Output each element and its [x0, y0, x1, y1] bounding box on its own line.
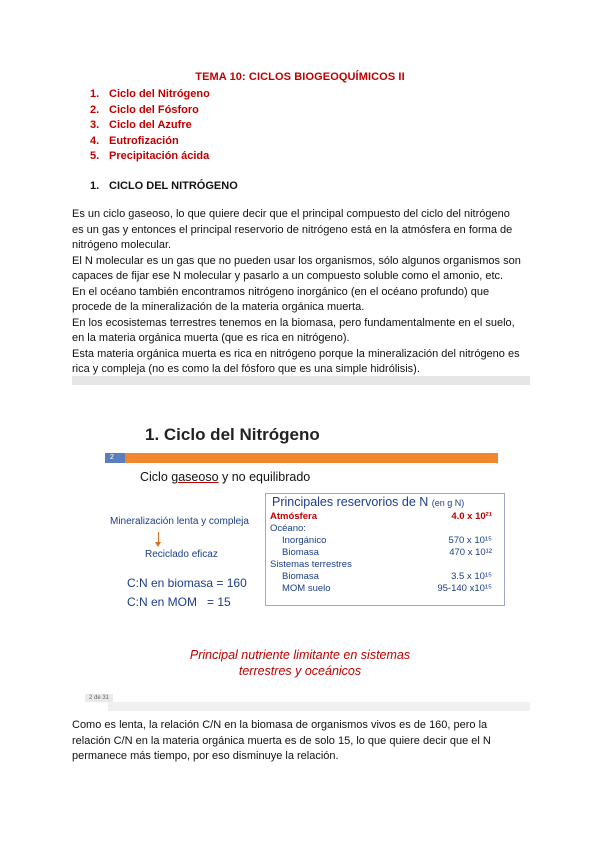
- slide-subtitle: Ciclo gaseoso y no equilibrado: [140, 470, 311, 484]
- text-line: En el océano también encontramos nitrógeno inorgánico (en el océano profundo) que: [72, 285, 490, 298]
- table-row: Biomasa 470 x 10¹²: [282, 547, 492, 558]
- recycling-note: Reciclado eficaz: [145, 549, 218, 560]
- arrowhead-icon: [155, 542, 161, 547]
- text-line: es un gas y entonces el principal reservorio de nitrógeno está en la atmósfera en forma de: [72, 223, 513, 236]
- text-line: Esta materia orgánica muerta es rica en nitrógeno porque la mineralización del nitrógeno es: [72, 347, 520, 360]
- reservoirs-table: [265, 493, 505, 606]
- limiting-nutrient-note-2: terrestres y oceánicos: [238, 664, 362, 678]
- text-line: relación C/N en la materia orgánica muerta es de solo 15, lo que quiere decir que el N: [72, 734, 491, 747]
- cn-mom: C:N en MOM = 15: [127, 595, 231, 609]
- page-indicator: 2 de 31: [85, 694, 113, 702]
- toc-item: 1. Ciclo del Nitrógeno: [90, 88, 210, 100]
- table-row: Sistemas terrestres: [270, 559, 352, 570]
- table-row: Océano:: [270, 523, 306, 534]
- document-title: TEMA 10: CICLOS BIOGEOQUÍMICOS II: [195, 71, 405, 83]
- text-line: El N molecular es un gas que no pueden usar los organismos, sólo algunos organismos son: [72, 254, 521, 267]
- text-line: Como es lenta, la relación C/N en la biomasa de organismos vivos es de 160, pero la: [72, 719, 488, 731]
- text-line: nitrógeno molecular.: [72, 239, 172, 251]
- toc-item: 2. Ciclo del Fósforo: [90, 103, 199, 116]
- embedded-slide: [100, 410, 500, 700]
- section-heading: 1. CICLO DEL NITRÓGENO: [90, 180, 238, 192]
- slide-header-bar: [105, 453, 498, 463]
- cn-biomass: C:N en biomasa = 160: [127, 576, 247, 590]
- limiting-nutrient-note: Principal nutriente limitante en sistemas: [189, 648, 411, 662]
- divider: [108, 702, 530, 711]
- intro-paragraph: [72, 207, 532, 378]
- table-row: Inorgánico 570 x 10¹⁵: [282, 535, 492, 546]
- divider: [72, 376, 530, 385]
- slide-number: 2: [110, 454, 114, 461]
- text-line: capaces de fijar ese N molecular y pasarlo a un compuesto soluble como el amonio, etc.: [72, 270, 504, 282]
- text-line: permanece más tiempo, por eso disminuye la relación.: [72, 750, 339, 762]
- text-line: Es un ciclo gaseoso, lo que quiere decir que el principal compuesto del ciclo del nitrógeno: [72, 208, 510, 220]
- table-row: MOM suelo 95-140 x10¹⁵: [282, 583, 492, 594]
- text-line: procede de la mineralización de la materia orgánica muerta.: [72, 301, 365, 313]
- table-of-contents: [90, 87, 210, 165]
- table-row: Biomasa 3.5 x 10¹⁵: [282, 571, 492, 582]
- slide-number-box: [105, 453, 125, 463]
- table-row: Atmósfera 4.0 x 10²¹: [270, 511, 492, 522]
- toc-item: 5. Precipitación ácida: [90, 150, 210, 163]
- toc-item: 3. Ciclo del Azufre: [90, 119, 192, 132]
- mineralization-note: Mineralización lenta y compleja: [110, 516, 249, 527]
- reservoirs-title: Principales reservorios de N (en g N): [272, 495, 465, 509]
- text-line: en la materia orgánica muerta (que es rica en nitrógeno).: [72, 332, 350, 344]
- slide-title: 1. Ciclo del Nitrógeno: [145, 425, 320, 444]
- text-line: rica y compleja (no es como la del fósforo que es una simple hidrólisis).: [72, 363, 420, 375]
- toc-item: 4. Eutrofización: [90, 134, 179, 147]
- text-line: En los ecosistemas terrestres tenemos en la biomasa, pero fundamentalmente en el suelo,: [72, 316, 515, 329]
- after-paragraph: [72, 718, 532, 765]
